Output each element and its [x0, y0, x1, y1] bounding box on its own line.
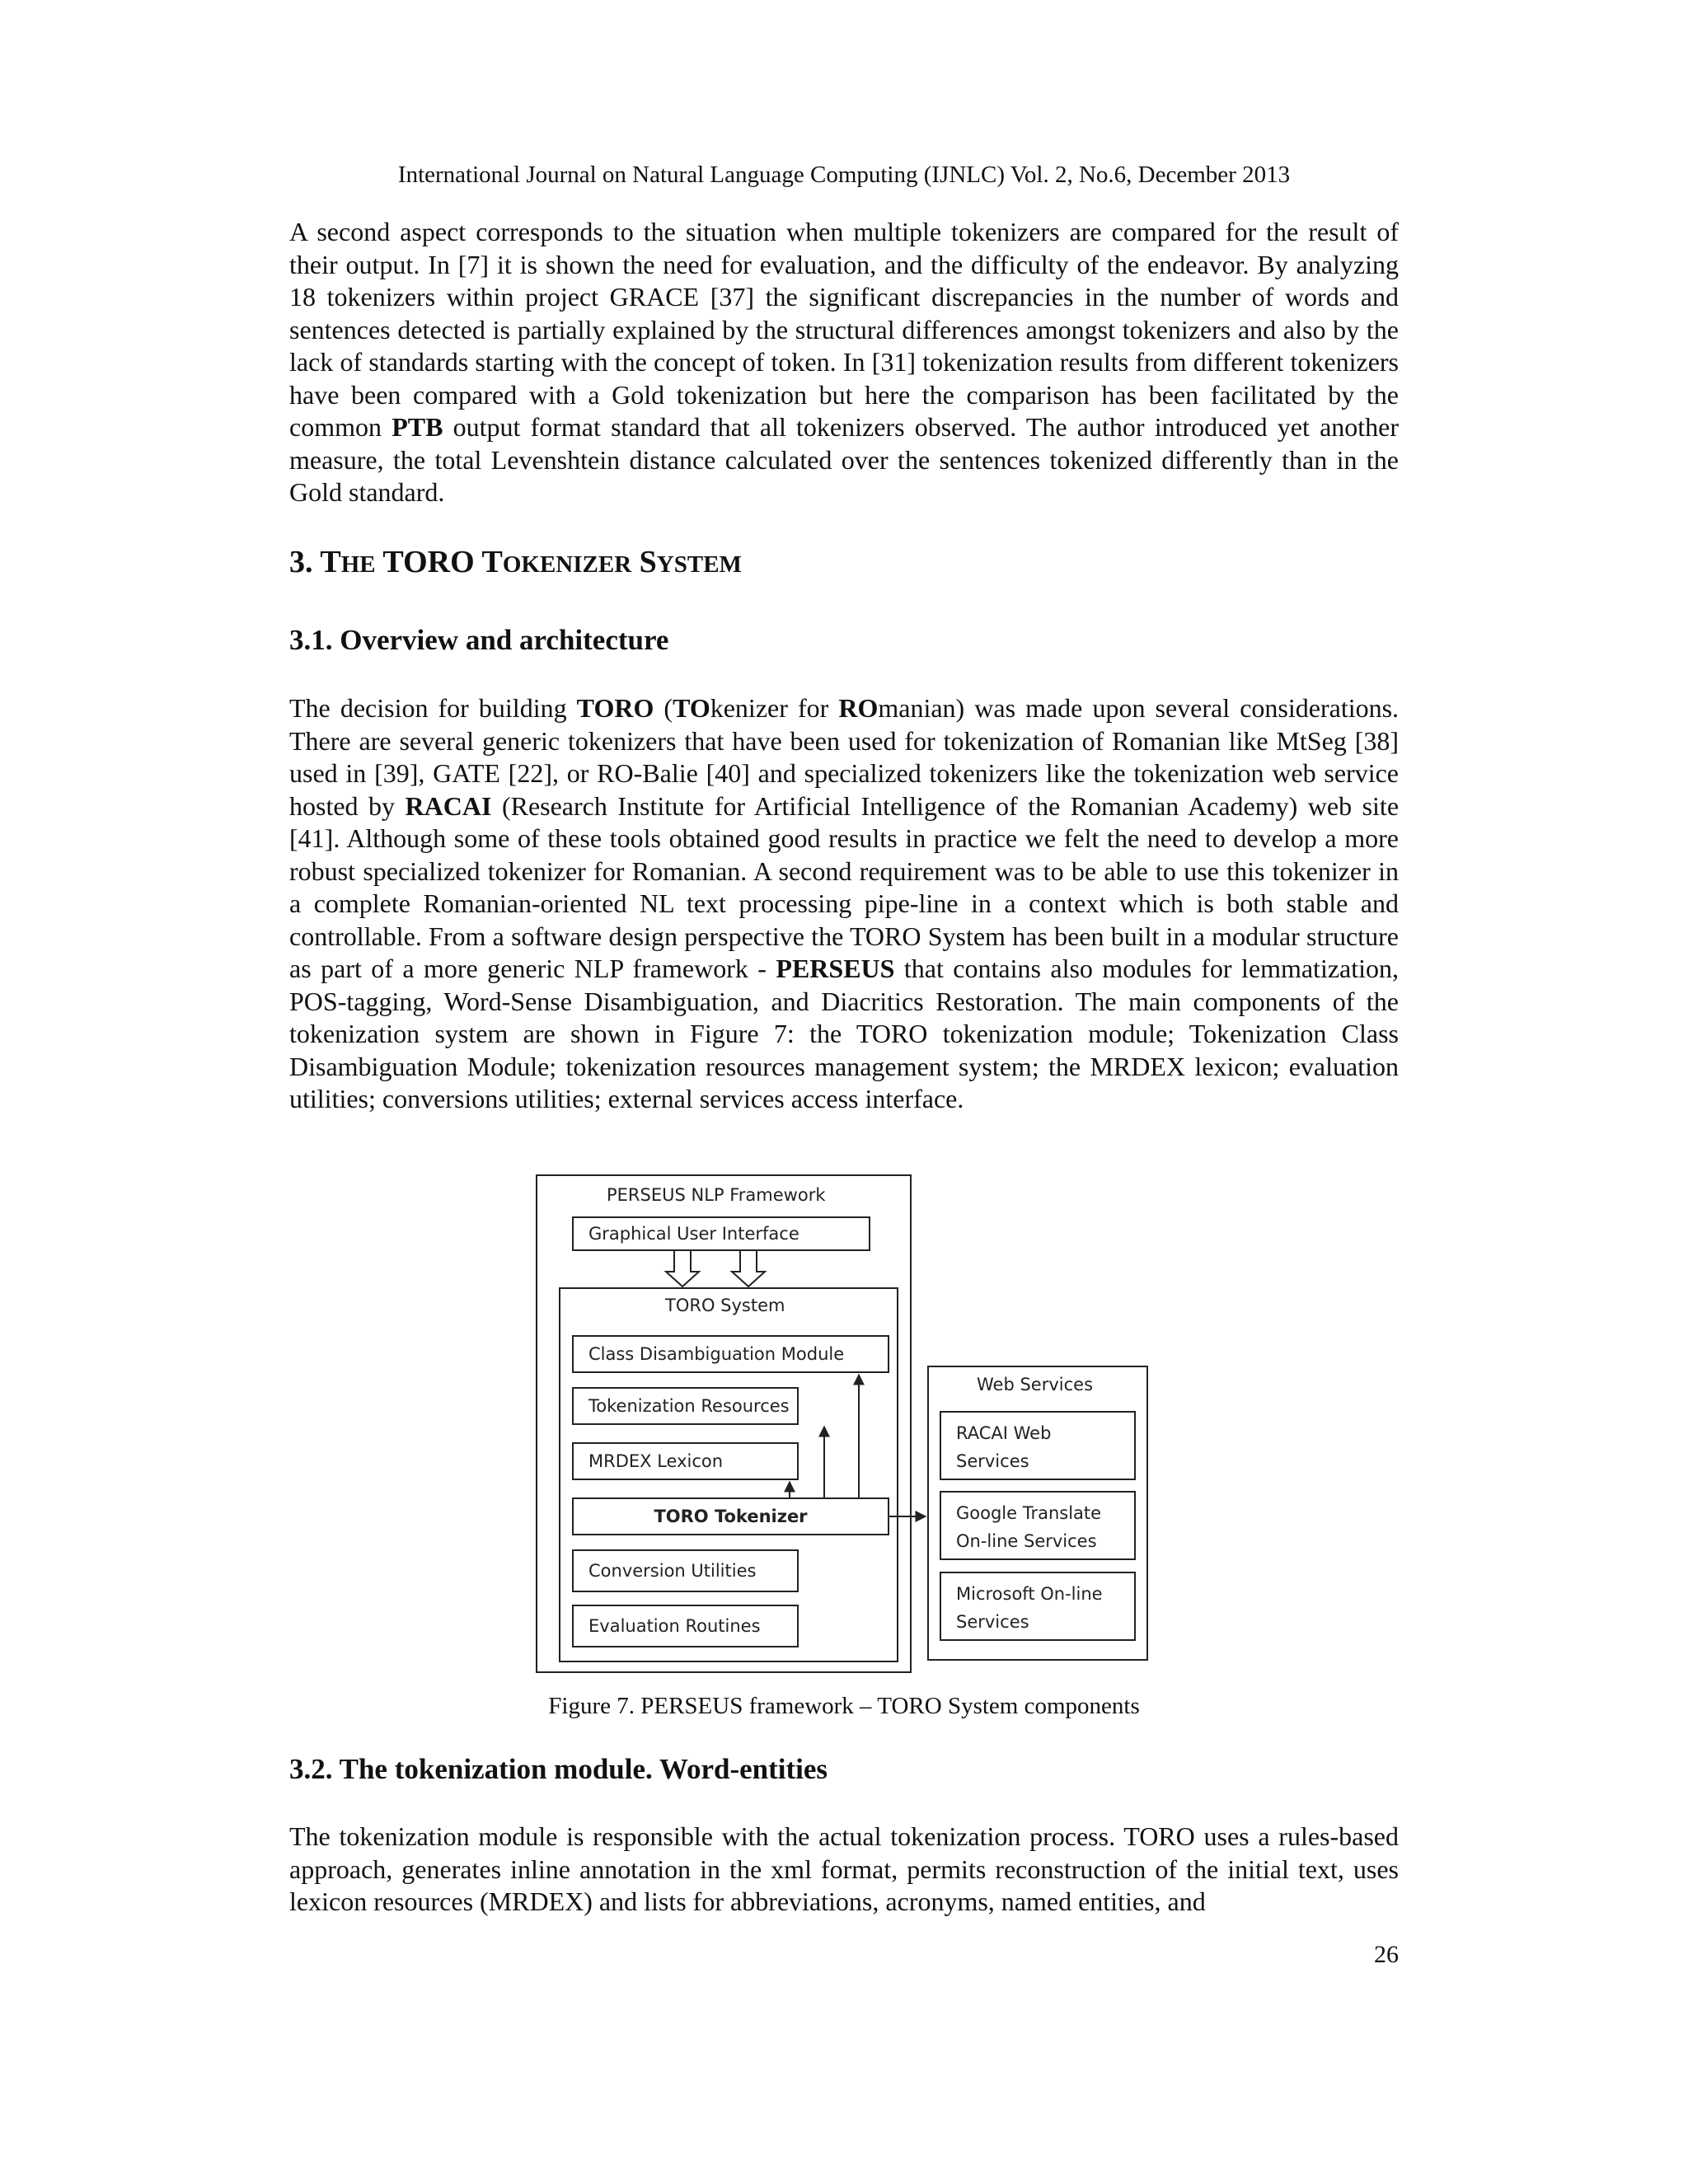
sec-w2: TORO — [382, 545, 475, 579]
subsection-heading-tokenization: 3.2. The tokenization module. Word-entities — [289, 1753, 828, 1785]
p2-k: that contains also modules for lemmatization, POS-tagging, Word-Sense Disambiguation, and Diacritics Restoration. The main components of the tokenization system are shown in Figure 7: the TORO tokenization module; Tokenization Class Disambiguation Module; tokenization resources management system; the MRDEX lexicon; evaluation utilities; conversions utilities; external services access interface. — [289, 954, 1400, 1113]
figure-caption: Figure 7. PERSEUS framework – TORO System components — [548, 1693, 1140, 1719]
section-number: 3. — [289, 545, 313, 579]
p2-toro-bold: TORO — [576, 693, 654, 723]
sec-w4-cap: S — [639, 545, 657, 579]
p2-g: manian) was made upon several considerations. There are several generic tokenizers that have been used for tokenization of Romanian like MtSeg [38] used in [39], GATE [22], or RO-Balie [40] and specialized tokenizers like the tokenization web service hosted by — [289, 693, 1400, 821]
google-line-1: Google Translate — [956, 1503, 1102, 1523]
racai-line-1: RACAI Web — [956, 1423, 1052, 1443]
subsection-heading-overview: 3.1. Overview and architecture — [289, 624, 669, 656]
racai-line-2: Services — [956, 1451, 1029, 1471]
p2-to-bold: TO — [673, 693, 710, 723]
para1-end: output format standard that all tokenizers observed. The author introduced yet another measure, the total Levenshtein distance calculated over the sentences tokenized differently than in the Gold standard. — [289, 412, 1400, 507]
page-number: 26 — [1374, 1941, 1399, 1968]
sec-w4-rest: YSTEM — [656, 551, 742, 578]
sec-w1-rest: HE — [340, 551, 376, 578]
p2-racai-bold: RACAI — [405, 790, 492, 821]
paragraph-evaluation — [289, 216, 1399, 509]
sec-w1-cap: T — [320, 545, 341, 579]
para1-text: A second aspect corresponds to the situation when multiple tokenizers are compared for the result of their output. In [7] it is shown the need for evaluation, and the difficulty of the endeavor. By analyzing 18 tokenizers within project GRACE [37] the significant discrepancies in the number of words and sentences detected is partially explained by the structural differences amongst tokenizers and also by the lack of standards starting with the concept of token. In [31] tokenization results from different tokenizers have been compared with a Gold tokenization but here the comparison has been facilitated by the common — [289, 217, 1399, 442]
figure-7-diagram — [536, 1174, 1162, 1690]
para1-bold-ptb: PTB — [392, 412, 443, 442]
conversion-utilities: Conversion Utilities — [572, 1549, 799, 1592]
microsoft-line-2: Services — [956, 1612, 1029, 1632]
tokenization-resources: Tokenization Resources — [572, 1387, 799, 1425]
gui-box: Graphical User Interface — [572, 1216, 870, 1251]
microsoft-line-1: Microsoft On-line — [956, 1584, 1103, 1604]
diagram-arrows — [536, 1174, 1162, 1690]
paragraph-overview — [289, 692, 1399, 1116]
p2-i: (Research Institute for Artificial Intelligence of the Romanian Academy) web site [41]. Although some of these tools obtained good results in practice we felt the need to develop a more robust specialized tokenizer for Romanian. A second requirement was to be able to use this tokenizer in a complete Romanian-oriented NL text processing pipe-line in a context which is both stable and controllable. From a software design perspective the TORO System has been built in a modular structure as part of a more generic NLP framework - — [289, 790, 1400, 983]
google-line-2: On-line Services — [956, 1531, 1097, 1551]
toro-tokenizer: TORO Tokenizer — [572, 1497, 889, 1535]
section-heading — [289, 544, 742, 580]
framework-title: PERSEUS NLP Framework — [607, 1185, 826, 1205]
sec-w3-cap: T — [481, 545, 503, 579]
p2-c: ( — [663, 693, 673, 723]
toro-system-title: TORO System — [665, 1296, 785, 1315]
class-disambiguation-module: Class Disambiguation Module — [572, 1335, 889, 1373]
web-services-title: Web Services — [977, 1375, 1094, 1394]
running-header: International Journal on Natural Language Computing (IJNLC) Vol. 2, No.6, December 2013 — [397, 162, 1291, 188]
p2-e: kenizer for — [710, 693, 829, 723]
evaluation-routines: Evaluation Routines — [572, 1605, 799, 1647]
sec-w3-rest: OKENIZER — [502, 551, 632, 578]
p2-perseus-bold: PERSEUS — [776, 954, 895, 983]
p2-a: The decision for building — [289, 693, 567, 723]
mrdex-lexicon: MRDEX Lexicon — [572, 1442, 799, 1480]
p2-ro-bold: RO — [838, 693, 879, 723]
gui-to-toro-hollow-arrow — [666, 1251, 765, 1286]
paragraph-tokenization-module: The tokenization module is responsible with the actual tokenization process. TORO uses a rules-based approach, generates inline annotation in the xml format, permits reconstruction of the initial text, uses lexicon resources (MRDEX) and lists for abbreviations, acronyms, named entities, and — [289, 1821, 1399, 1916]
